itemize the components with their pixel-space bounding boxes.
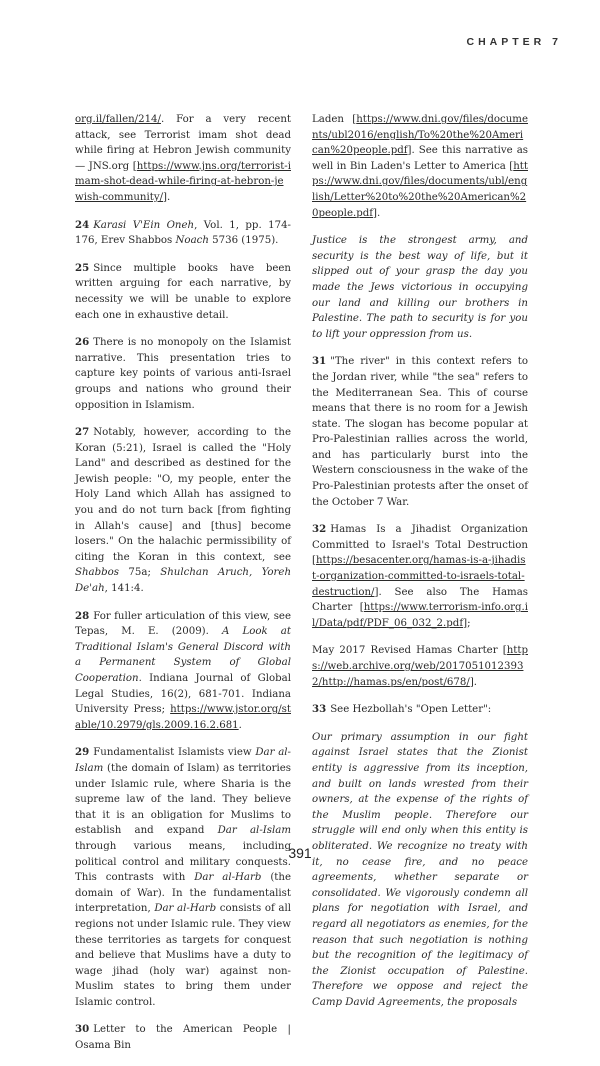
footnote-number: 25 <box>75 261 90 274</box>
footnote-title: Karasi V'Ein Oneh <box>93 219 195 231</box>
left-column <box>75 112 291 1066</box>
footnote-italic: Dar al-Harb <box>194 872 262 884</box>
footnote-text: (the domain of War). In the fundamentalist interpretation, <box>75 872 291 915</box>
footnote-number: 30 <box>75 1023 90 1036</box>
footnote-30 <box>75 1022 291 1053</box>
footnote-text: For fuller articulation of this view, see Tepas, M. E. (2009). <box>75 610 291 638</box>
footnote-number: 33 <box>312 703 327 716</box>
footnote-link[interactable]: https://besacenter.org/hamas-is-a-jihadist-organization-committed-to-israels-total-destruction/ <box>312 555 526 598</box>
footnote-31 <box>312 354 528 510</box>
footnote-24 <box>75 218 291 249</box>
block-quote-bin-laden: Justice is the strongest army, and security is the best way of life, but it slipped out of your grasp the day you made the Jews victorious in occupying our land and killing our brothers in Palestine. The path to security is for you to lift your oppression from us. <box>312 235 528 340</box>
footnote-text: 5736 (1975). <box>208 235 279 247</box>
footnote-link[interactable]: https://www.jns.org/terrorist-imam-shot-dead-while-firing-at-hebron-jewish-community/ <box>75 160 291 203</box>
footnote-27 <box>75 425 291 597</box>
footnote-25 <box>75 261 291 323</box>
footnote-number: 29 <box>75 746 90 759</box>
footnote-text: There is no monopoly on the Islamist narrative. This presentation tries to capture key points of various anti-Israel groups and nations who ground their opposition in Islamism. <box>75 337 291 411</box>
footnote-text: Notably, however, according to the Koran (5:21), Israel is called the "Holy Land" and described as destined for the Jewish people: "O, my people, enter the Holy Land which Allah has assigned to you and do not turn back [from fighting in Allah's cause] and [thus] become losers." On the halachic permissibility of citing the Koran in this context, see <box>75 427 291 563</box>
footnote-23-continued <box>75 112 291 206</box>
footnote-text: , 141:4. <box>104 583 144 595</box>
block-quote-hezbollah: Our primary assumption in our fight against Israel states that the Zionist entity is aggressive from its inception, and built on lands wrested from their owners, at the expense of the rights of the Muslim people. Therefore our struggle will end only when this entity is obliterated. We recognize no treaty with it, no cease fire, and no peace agreements, whether separate or consolidated. We vigorously condemn all plans for negotiation with Israel, and regard all negotiators as enemies, for the reason that such negotiation is nothing but the recognition of the legitimacy of the Zionist occupation of Palestine. Therefore we oppose and reject the Camp David Agreements, the proposals <box>312 731 528 1008</box>
footnote-link[interactable]: https://www.jstor.org/stable/10.2979/gls.2009.16.2.681 <box>75 704 291 731</box>
footnote-text: Laden [ <box>312 114 357 125</box>
footnote-link[interactable]: https://www.dni.gov/files/documents/ubl2016/english/To%20the%20American%20people.pdf <box>312 114 528 157</box>
footnote-text: . For a very recent attack, see Terrorist imam shot dead while firing at Hebron Jewish community — JNS.org [ <box>75 114 291 172</box>
footnote-text: "The river" in this context refers to the Jordan river, while "the sea" refers to the Mediterranean Sea. This of course means that there is no room for a Jewish state. The slogan has become popular at Pro-Palestinian rallies across the world, and has particularly burst into the Western consciousness in the wake of the Pro-Palestinian protests after the onset of the October 7 War. <box>312 356 528 508</box>
footnote-text: ]. <box>163 191 171 203</box>
footnote-32 <box>312 522 528 631</box>
chapter-header: CHAPTER 7 <box>466 36 562 48</box>
footnote-text: 75a; <box>119 567 161 579</box>
footnote-italic: A Look at Traditional Islam's General Discord with a Permanent System of Global Cooperation <box>75 626 291 684</box>
page-number: 391 <box>288 845 312 861</box>
footnote-text: ]; <box>463 617 471 629</box>
footnote-26 <box>75 335 291 413</box>
footnote-italic: Dar al-Islam <box>217 825 292 837</box>
footnote-text: . <box>238 719 242 731</box>
footnote-text: ]. <box>373 207 381 219</box>
footnote-text: (the domain of Islam) as territories under Islamic rule, where Sharia is the supreme law of the land. They believe that it is an obligation for Muslims to establish and expand <box>75 762 291 837</box>
footnote-number: 24 <box>75 218 90 231</box>
footnote-italic: Shabbos <box>75 567 120 579</box>
footnote-text: Fundamentalist Islamists view <box>93 747 256 759</box>
footnote-text: Hamas Is a Jihadist Organization Committed to Israel's Total Destruction [ <box>312 524 528 567</box>
footnote-number: 28 <box>75 609 90 622</box>
footnote-number: 27 <box>75 426 90 439</box>
footnote-italic: Noach <box>175 235 209 247</box>
footnote-italic: Dar al-Harb <box>154 903 217 915</box>
footnote-30-continued <box>312 112 528 221</box>
footnote-text: ]. See this narrative as well in Bin Laden's Letter to America [ <box>312 145 528 172</box>
footnote-text: . Indiana Journal of Global Legal Studies, 16(2), 681-701. Indiana University Press; <box>75 673 291 716</box>
right-column <box>312 112 528 1022</box>
footnote-link[interactable]: https://www.terrorism-info.org.il/Data/pdf/PDF_06_032_2.pdf <box>312 602 528 629</box>
footnote-text: , Vol. 1, pp. 174-176, Erev Shabbos <box>75 219 291 247</box>
footnote-28 <box>75 609 291 734</box>
footnote-text: Since multiple books have been written arguing for each narrative, by necessity we will be unable to explore each one in exhaustive detail. <box>75 262 291 321</box>
footnote-text: Letter to the American People | Osama Bin <box>75 1024 291 1052</box>
footnote-text: consists of all regions not under Islamic rule. They view these territories as targets for conquest and believe that Muslims have a duty to wage jihad (holy war) against non-Muslim states to bring them under Islamic control. <box>75 903 291 1008</box>
footnote-text: ]. See also The Hamas Charter [ <box>312 586 528 614</box>
footnote-italic: Dar al-Islam <box>75 747 291 774</box>
footnote-text: See Hezbollah's "Open Letter": <box>330 704 492 716</box>
footnote-link[interactable]: https://web.archive.org/web/20170510123932/http://hamas.ps/en/post/678/ <box>312 645 528 688</box>
footnote-number: 26 <box>75 336 90 349</box>
footnote-32-continued <box>312 643 528 690</box>
footnote-29 <box>75 745 291 1010</box>
footnote-33 <box>312 702 528 718</box>
footnote-text: through various means, including political control and military conquests. This contrasts with <box>75 840 291 884</box>
footnote-number: 32 <box>312 523 327 536</box>
footnote-number: 31 <box>312 355 327 368</box>
footnote-link[interactable]: https://www.dni.gov/files/documents/ubl/english/Letter%20to%20the%20American%20people.pdf <box>312 160 528 219</box>
footnote-text: May 2017 Revised Hamas Charter [ <box>312 645 507 657</box>
footnote-text: ]. <box>469 676 478 688</box>
footnote-italic: Shulchan Aruch, Yoreh De'ah <box>75 567 292 595</box>
footnote-link[interactable]: org.il/fallen/214/ <box>75 114 161 125</box>
